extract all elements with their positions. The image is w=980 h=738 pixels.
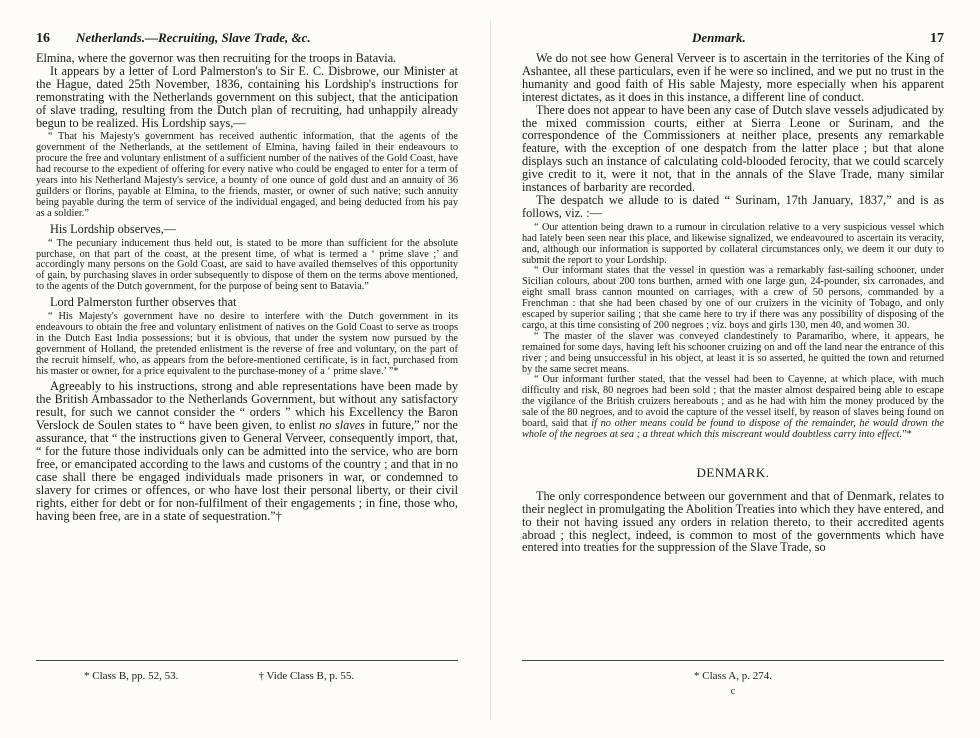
right-page-number: 17 [930,31,944,46]
left-paragraph-5-start: Agreeably to his instructions, strong and able representations have been made by the British Ambassador to the Netherlands Government, but without any satisfactory result, for such we cannot consider the “ orders ” which his Excellency the Baron Verslock de Soulen states to “ have been given, to enlist [36,379,458,433]
left-paragraph-5-emphasis: no slaves [319,418,365,433]
right-paragraph-4: The only correspondence between our government and that of Denmark, relates to their neglect in promulgating the Abolition Treaties into which they have entered, and to their not having issued any orders in relation thereto, to their accredited agents abroad ; this neglect, indeed, is common to most of the governments which have entered into treaties for the suppression of the Slave Trade, so [522,488,944,555]
left-paragraph-2: It appears by a letter of Lord Palmerston's to Sir E. C. Disbrowe, our Minister at the Hague, dated 25th November, 1836, containing his Lordship's instructions for remonstrating with the Netherlands government on this subject, that the anticipation of slave trading, resulting from the Dutch plan of recruiting, had unhappily already begun to be realized. His Lordship says,— [36,63,458,130]
right-running-head [522,30,944,52]
left-paragraph-1: Elmina, where the governor was then recruiting for the troops in Batavia. [36,51,397,65]
right-paragraph-3: The despatch we allude to is dated “ Surinam, 17th January, 1837,” and is as follows, viz. :— [522,192,944,220]
left-paragraph-5-end: in future,” nor the assurance, that “ the instructions given to General Verveer, consequently import, that, “ for the future those individuals only can be admitted into the service, who are born free, or emancipated according to the laws and customs of the country ; and that in no case shall there be engaged individuals made prisoners in war, or condemned to slavery for crimes or offences, or who have lost their personal liberty, or their civil rights, either for debt or for non-fulfilment of their engagements ; in fine, those who, having been free, are in a state of sequestration.”† [36,418,458,523]
left-quote-1-text: “ That his Majesty's government has received authentic information, that the agents of the government of the Netherlands, at the settlement of Elmina, having failed in their endeavours to procure the free and voluntary enlistment of a sufficient number of the natives of the Gold Coast, have had recourse to the expedient of offering for every native who could be engaged to enter for a term of years into his Netherland Majesty's service, a bounty of one ounce of gold dust and an annuity of 36 guilders or florins, payable at Elmina, to the friends, master, or owner of such native; such annuity being payable during the term of service of the individual engaged, and being deducted from his pay as a soldier.” [36,131,458,219]
left-page-number: 16 [36,31,50,46]
signature-mark: c [730,686,736,697]
left-quote-3-text: “ His Majesty's government have no desire to interfere with the Dutch government in its endeavours to obtain the free and voluntary enlistment of natives on the Gold Coast to serve as troops in the Dutch East India possessions; but it is obvious, that under the system now pursued by the government of Holland, the pretended enlistment is the reverse of free and voluntary, on the part of the recruit himself, who, as appears from the before-mentioned certificate, is in fact, purchased from his master or owner, for a price equivalent to the purchase-money of a ‘ prime slave.’ ”* [36,311,458,377]
right-footnote-1: * Class A, p. 274. [694,670,772,682]
gutter [490,20,491,720]
right-quote-3: “ The master of the slaver was conveyed clandestinely to Paramaribo, where, it appears, he remained for some days, having left his schooner cruizing on and off the land near the entrance of this river ; and being unsuccessful in his object, at least it is so asserted, he quitted the town and returned by the same secret means. [522,330,944,375]
right-paragraph-2: There does not appear to have been any case of Dutch slave vessels adjudicated by the mixed commission courts, either at Sierra Leone or Surinam, and the correspondence of the Commissioners at neither place, presents any remarkable feature, with the exception of one despatch from the latter place ; but that alone displays such an instance of calculating cold-blooded ferocity, that we could scarcely give credit to it, were it not, that in the annals of the Slave Trade, many similar instances of barbarity are recorded. [522,102,944,195]
left-running-title: Netherlands.—Recruiting, Slave Trade, &c. [76,30,311,45]
left-page [36,30,458,682]
right-quote-4-start: “ Our informant further stated, that the vessel had been to Cayenne, at which place, with much difficulty and risk, 80 negroes had been sold ; that the master almost despaired being able to escape the vigilance of the British cruizers hereabouts ; and as he had with him the money produced by the sale of the 80 negroes, and to avoid the capture of the vessel itself, by reason of slaves being found on board, said that [522,374,944,430]
left-paragraph-3: His Lordship observes,— [50,221,177,236]
left-quote-1 [36,132,458,219]
right-running-title: Denmark. [692,30,746,45]
left-footnote-2: † Vide Class B, p. 55. [258,670,355,682]
right-body [522,52,944,554]
left-quote-2 [36,239,458,294]
right-quote-4-end: ”* [902,429,912,440]
right-quote-1: “ Our attention being drawn to a rumour in circulation relative to a very suspicious vessel which had lately been seen near this place, and likewise signalized, we endeavoured to ascertain its veracity, and, although our information is supported by collateral circumstances only, we deem it our duty to submit the report to your Lordship. [522,221,944,266]
right-quote-4 [522,375,944,440]
left-paragraph-5 [36,380,458,522]
left-body [36,52,458,522]
left-quote-3 [36,312,458,377]
left-paragraph-4: Lord Palmerston further observes that [50,295,237,310]
left-footnote-1: * Class B, pp. 52, 53. [84,670,179,682]
section-heading-denmark: DENMARK. [696,464,770,480]
left-footnotes [36,660,458,682]
right-page [522,30,944,697]
right-quote-4-emphasis: if no other means could be found to dispose of the remainder, he would drown the whole of the negroes at sea ; a threat which this miscreant would doubtless carry into effect. [522,418,944,440]
right-quote-2: “ Our informant states that the vessel in question was a remarkably fast-sailing schooner, under Sicilian colours, about 200 tons burthen, armed with one large gun, 24-pounder, six carronades, and eight small brass cannon mounted on carriages, with a crew of 50 persons, commanded by a Frenchman : that she had been chased by one of our cruizers in the vicinity of Tobago, and only escaped by superior sailing ; that she came here to try if there was any possibility of disposing of the cargo, at this time consisting of 200 negroes ; viz. boys and girls 130, men 40, and women 30. [522,265,944,331]
right-paragraph-1: We do not see how General Verveer is to ascertain in the territories of the King of Ashantee, all these particulars, even if he were so inclined, and we put no trust in the humanity and good faith of His sable Majesty, more especially when his apparent interest dictates, as it does in this instance, a different line of conduct. [522,51,944,104]
right-footnotes [522,660,944,697]
left-quote-2-text: “ The pecuniary inducement thus held out, is stated to be more than sufficient for the absolute purchase, on that part of the coast, at the present time, of what is termed a ‘ prime slave ;’ and accordingly many persons on the Gold Coast, are said to have availed themselves of this opportunity of gain, by purchasing slaves in order subsequently to dispose of them on the terms above mentioned, to the agents of the Dutch government, for the purpose of being sent to Batavia.” [36,237,458,293]
left-running-head [36,30,458,52]
right-quote [522,223,944,441]
